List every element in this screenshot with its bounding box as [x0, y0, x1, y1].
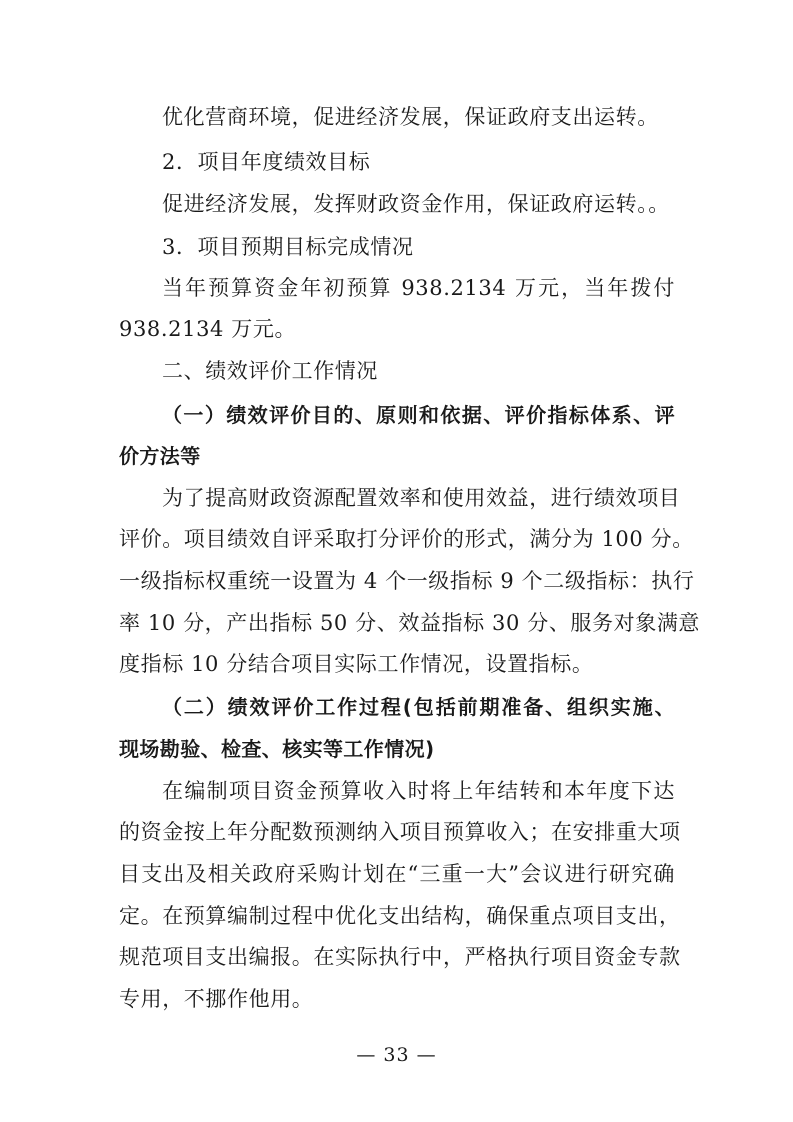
subsection-heading: （二）绩效评价工作过程(包括前期准备、组织实施、 — [162, 695, 675, 719]
paragraph-line: 度指标 10 分结合项目实际工作情况，设置指标。 — [119, 652, 594, 676]
paragraph-line: 促进经济发展，发挥财政资金作用，保证政府运转。。 — [162, 192, 670, 216]
paragraph-line: 938.2134 万元。 — [119, 317, 297, 341]
subsection-heading: （一）绩效评价目的、原则和依据、评价指标体系、评 — [162, 403, 675, 427]
paragraph-line: 专用，不挪作他用。 — [119, 987, 314, 1011]
paragraph-line: 为了提高财政资源配置效率和使用效益，进行绩效项目 — [162, 486, 681, 510]
paragraph-line: 当年预算资金年初预算 938.2134 万元，当年拨付 — [162, 276, 675, 300]
paragraph-line: 规范项目支出编报。在实际执行中，严格执行项目资金专款 — [119, 945, 681, 969]
subsection-heading: 现场勘验、检查、核实等工作情况) — [119, 737, 435, 761]
paragraph-line: 目支出及相关政府采购计划在“三重一大”会议进行研究确 — [119, 862, 675, 886]
paragraph-line: 评价。项目绩效自评采取打分评价的形式，满分为 100 分。 — [119, 527, 694, 551]
subsection-heading: 价方法等 — [119, 444, 201, 468]
section-heading: 2．项目年度绩效目标 — [162, 150, 371, 174]
paragraph-line: 率 10 分，产出指标 50 分、效益指标 30 分、服务对象满意 — [119, 611, 701, 635]
page-number: — 33 — — [356, 1044, 437, 1066]
section-heading: 3．项目预期目标完成情况 — [162, 235, 414, 259]
paragraph-line: 一级指标权重统一设置为 4 个一级指标 9 个二级指标：执行 — [119, 569, 695, 593]
paragraph-line: 在编制项目资金预算收入时将上年结转和本年度下达 — [162, 779, 675, 803]
chapter-heading: 二、绩效评价工作情况 — [162, 359, 378, 383]
paragraph-line: 定。在预算编制过程中优化支出结构，确保重点项目支出， — [119, 904, 681, 928]
paragraph-line: 优化营商环境，促进经济发展，保证政府支出运转。 — [162, 105, 659, 129]
paragraph-line: 的资金按上年分配数预测纳入项目预算收入；在安排重大项 — [119, 820, 681, 844]
